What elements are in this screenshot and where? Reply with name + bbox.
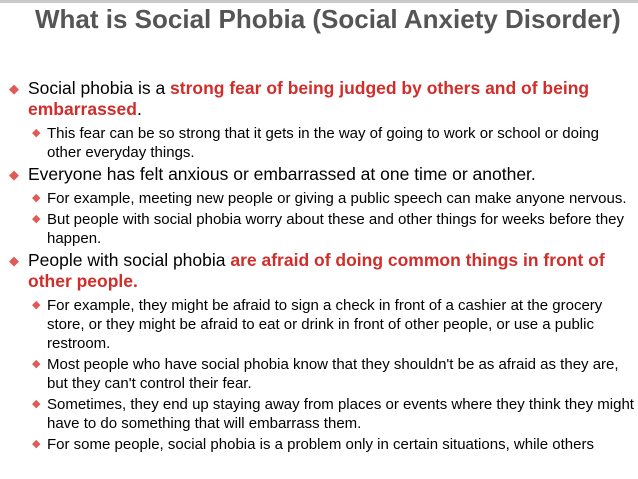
sub-bullet-text: For some people, social phobia is a problem only in certain situations, while others — [47, 436, 594, 453]
sub-bullet-text: Sometimes, they end up staying away from places or events where they think they might have to do something that will embarrass them. — [47, 396, 634, 432]
sub-bullet-text: For example, they might be afraid to sign a check in front of a cashier at the grocery store, or they might be afraid to eat or drink in front of other people, or use a public restroom. — [47, 297, 603, 352]
sub-bullet — [0, 355, 638, 393]
slide-body — [0, 78, 638, 456]
sub-bullet — [0, 395, 638, 433]
sub-bullet-text: For example, meeting new people or giving a public speech can make anyone nervous. — [47, 190, 627, 207]
sub-bullet — [0, 124, 638, 162]
slide-title: What is Social Phobia (Social Anxiety Disorder) — [35, 4, 621, 34]
sub-bullet — [0, 210, 638, 248]
bullet-social-phobia-definition — [0, 78, 638, 120]
diamond-bullet-icon: ◆ — [32, 438, 41, 450]
diamond-bullet-icon: ◆ — [9, 167, 19, 182]
highlight-text: are afraid of doing common things in front of other people. — [28, 250, 605, 291]
diamond-bullet-icon: ◆ — [32, 127, 41, 139]
bullet-everyone-anxious — [0, 164, 638, 185]
highlight-text: strong fear of being judged by others and of being embarrassed — [28, 78, 590, 119]
bullet-text: People with social phobia — [28, 250, 231, 270]
diamond-bullet-icon: ◆ — [32, 192, 41, 204]
diamond-bullet-icon: ◆ — [32, 213, 41, 225]
diamond-bullet-icon: ◆ — [32, 398, 41, 410]
diamond-bullet-icon: ◆ — [32, 299, 41, 311]
sub-bullet-text: But people with social phobia worry about these and other things for weeks before they happen. — [47, 211, 625, 247]
sub-bullet-text: This fear can be so strong that it gets in the way of going to work or school or doing other everyday things. — [47, 125, 599, 161]
diamond-bullet-icon: ◆ — [9, 253, 19, 268]
sub-bullet-text: Most people who have social phobia know that they shouldn't be as afraid as they are, but they can't control their fear. — [47, 356, 619, 392]
diamond-bullet-icon: ◆ — [32, 358, 41, 370]
sub-bullet — [0, 296, 638, 353]
bullet-text: Social phobia is a — [28, 78, 171, 98]
diamond-bullet-icon: ◆ — [9, 81, 19, 96]
bullet-afraid-common-things — [0, 250, 638, 292]
sub-bullet — [0, 189, 638, 208]
bullet-text: Everyone has felt anxious or embarrassed at one time or another. — [28, 164, 536, 184]
bullet-text-end: . — [136, 99, 142, 119]
sub-bullet-cut-off — [0, 435, 638, 454]
